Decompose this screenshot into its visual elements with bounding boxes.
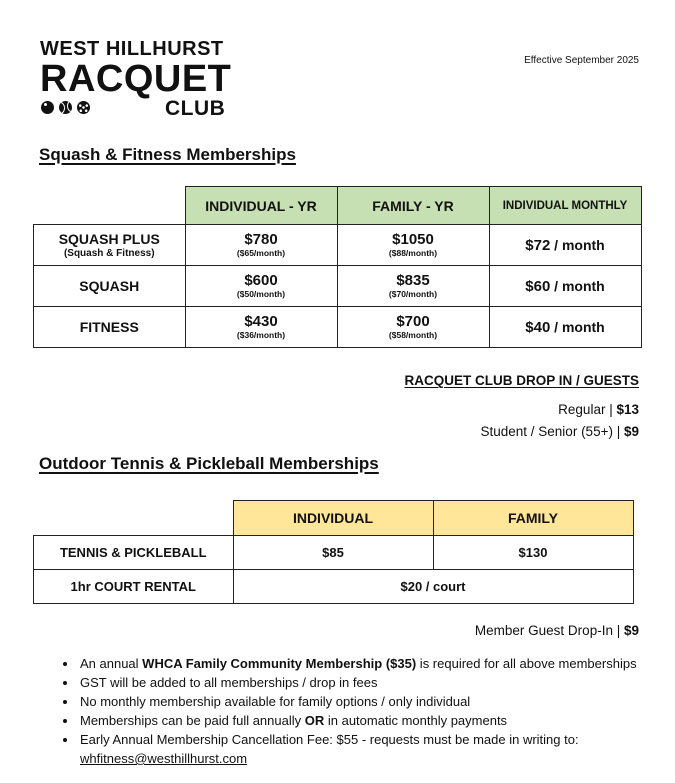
table-row (34, 536, 634, 570)
club-logo (40, 38, 230, 119)
price-cell: $130 (433, 536, 633, 570)
row-label-cell: TENNIS & PICKLEBALL (34, 536, 234, 570)
row-label-cell (34, 307, 186, 348)
list-item (78, 730, 668, 768)
row-label: SQUASH PLUS (58, 230, 160, 247)
price-equivalent-monthly: ($36/month) (236, 329, 286, 340)
price-annual: $430 (244, 312, 278, 330)
row-label-cell (34, 225, 186, 266)
price-equivalent-monthly: ($88/month) (388, 247, 438, 258)
header-individual-monthly: INDIVIDUAL MONTHLY (489, 187, 641, 225)
table-row (34, 225, 642, 266)
note-text: An annual (80, 656, 143, 671)
guest-price: $9 (623, 623, 639, 638)
price-equivalent-monthly: ($65/month) (236, 247, 286, 258)
list-item (78, 692, 668, 711)
squash-ball-icon (41, 101, 54, 114)
note-text: Memberships can be paid full annually (80, 713, 305, 728)
logo-line-club: CLUB (165, 97, 226, 120)
header-family: FAMILY (433, 501, 633, 536)
drop-in-label: Regular | (558, 402, 617, 417)
squash-pricing-table (33, 186, 642, 348)
drop-in-price: $13 (616, 402, 639, 417)
table-header-row (34, 187, 642, 225)
monthly-unit: / month (550, 236, 605, 253)
price-equivalent-monthly: ($58/month) (388, 329, 438, 340)
note-text: is required for all above memberships (416, 656, 637, 671)
note-text: No monthly membership available for family options / only individual (80, 694, 471, 709)
price-cell: $85 (233, 536, 433, 570)
email-link[interactable]: whfitness@westhillhurst.com (80, 751, 248, 766)
row-sublabel: (Squash & Fitness) (63, 247, 155, 259)
tennis-section-title: Outdoor Tennis & Pickleball Memberships (39, 454, 379, 473)
drop-in-title: RACQUET CLUB DROP IN / GUESTS (404, 373, 639, 388)
list-item (78, 673, 668, 692)
price-cell (185, 225, 337, 266)
list-item (78, 711, 668, 730)
logo-bottom-row (40, 97, 230, 119)
blank-header-cell (34, 187, 186, 225)
effective-date: Effective September 2025 (524, 55, 639, 66)
tennis-ball-icon (59, 101, 72, 114)
row-label-cell (34, 266, 186, 307)
drop-in-regular (558, 402, 639, 417)
guest-label: Member Guest Drop-In | (474, 623, 624, 638)
monthly-price-cell (489, 307, 641, 348)
price-annual: $780 (244, 230, 278, 248)
blank-header-cell (34, 501, 234, 536)
price-cell (337, 225, 489, 266)
note-bold-text: WHCA Family Community Membership ($35) (142, 656, 417, 671)
price-cell (337, 266, 489, 307)
price-equivalent-monthly: ($50/month) (236, 288, 286, 299)
row-label: FITNESS (79, 319, 139, 335)
monthly-price: $72 (525, 236, 551, 254)
drop-in-student-senior (481, 424, 640, 439)
table-row (34, 307, 642, 348)
drop-in-price: $9 (623, 424, 639, 439)
note-bold-text: OR (304, 713, 325, 728)
price-annual: $1050 (392, 230, 434, 248)
price-annual: $835 (396, 271, 430, 289)
list-item (78, 654, 668, 673)
drop-in-label: Student / Senior (55+) | (480, 424, 624, 439)
price-equivalent-monthly: ($70/month) (388, 288, 438, 299)
price-cell (185, 266, 337, 307)
monthly-price: $60 (525, 277, 551, 295)
note-text: Early Annual Membership Cancellation Fee: $55 - requests must be made in writing to: (80, 732, 579, 747)
monthly-unit: / month (550, 318, 605, 335)
squash-section-title: Squash & Fitness Memberships (39, 145, 296, 164)
tennis-pricing-table (33, 500, 634, 604)
table-header-row (34, 501, 634, 536)
price-cell (185, 307, 337, 348)
monthly-price-cell (489, 266, 641, 307)
row-label: SQUASH (79, 278, 140, 294)
monthly-price-cell (489, 225, 641, 266)
logo-line-racquet: RACQUET (40, 58, 232, 100)
price-annual: $600 (244, 271, 278, 289)
row-label-cell: 1hr COURT RENTAL (34, 570, 234, 604)
header-individual: INDIVIDUAL (233, 501, 433, 536)
header-individual-yr: INDIVIDUAL - YR (185, 187, 337, 225)
price-annual: $700 (396, 312, 430, 330)
price-cell (337, 307, 489, 348)
pickleball-icon (77, 101, 90, 114)
logo-balls (41, 101, 90, 114)
table-row (34, 266, 642, 307)
header-family-yr: FAMILY - YR (337, 187, 489, 225)
note-text: GST will be added to all memberships / drop in fees (80, 675, 378, 690)
note-text: in automatic monthly payments (324, 713, 508, 728)
member-guest-drop-in (475, 623, 639, 638)
monthly-unit: / month (550, 277, 605, 294)
court-rental-price-cell: $20 / court (233, 570, 633, 604)
monthly-price: $40 (525, 318, 551, 336)
logo-line-west-hillhurst: WEST HILLHURST (40, 38, 224, 60)
membership-notes-list (58, 654, 668, 768)
table-row (34, 570, 634, 604)
